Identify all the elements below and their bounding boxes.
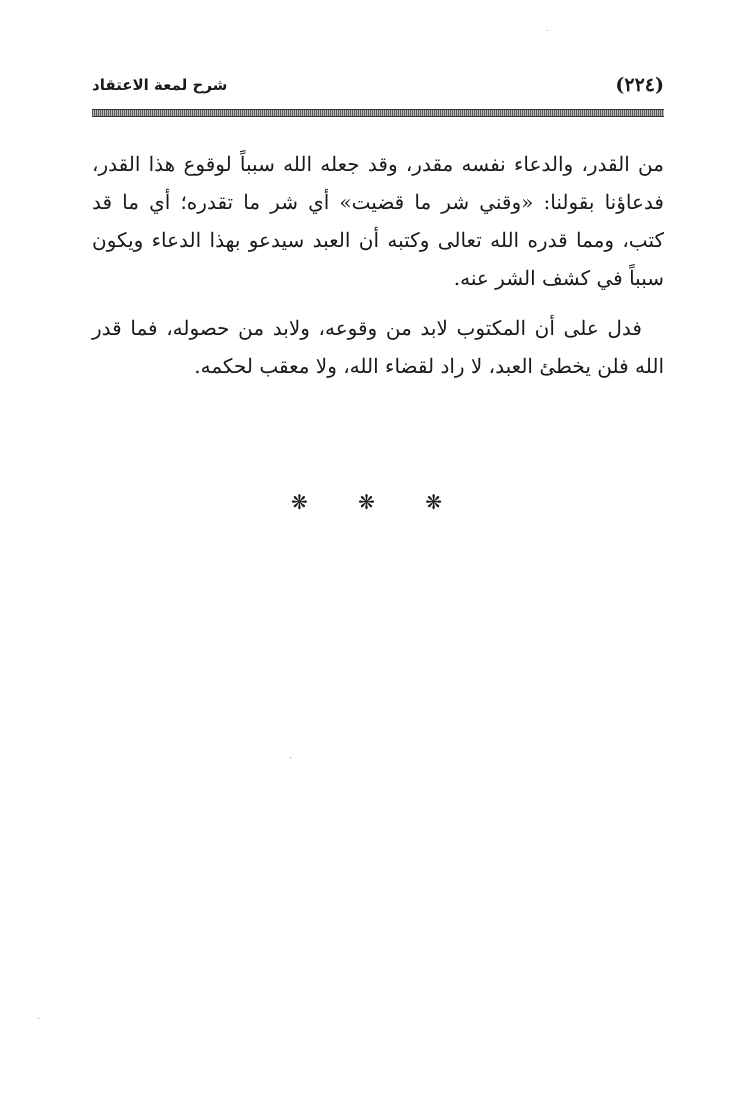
running-title: شرح لمعة الاعتقاد	[92, 76, 228, 94]
section-separator: ❋ ❋ ❋	[291, 490, 464, 514]
page-header	[92, 74, 664, 104]
body-text	[92, 145, 664, 385]
paragraph: من القدر، والدعاء نفسه مقدر، وقد جعله الله سبباً لوقوع هذا القدر، فدعاؤنا بقولنا: «وقني شر ما قضيت» أي شر ما تقدره؛ أي ما قد كتب، ومما قدره الله تعالى وكتبه أن العبد سيدعو بهذا الدعاء ويكون سبباً في كشف الشر عنه.	[92, 152, 664, 290]
page-number: (٢٢٤)	[615, 74, 664, 96]
scan-speck	[38, 1018, 39, 1019]
header-divider	[92, 109, 664, 117]
scan-speck	[547, 30, 548, 31]
paragraph: فدل على أن المكتوب لابد من وقوعه، ولابد من حصوله، فما قدر الله فلن يخطئ العبد، لا راد لقضاء الله، ولا معقب لحكمه.	[92, 316, 664, 378]
scan-speck	[290, 757, 291, 758]
